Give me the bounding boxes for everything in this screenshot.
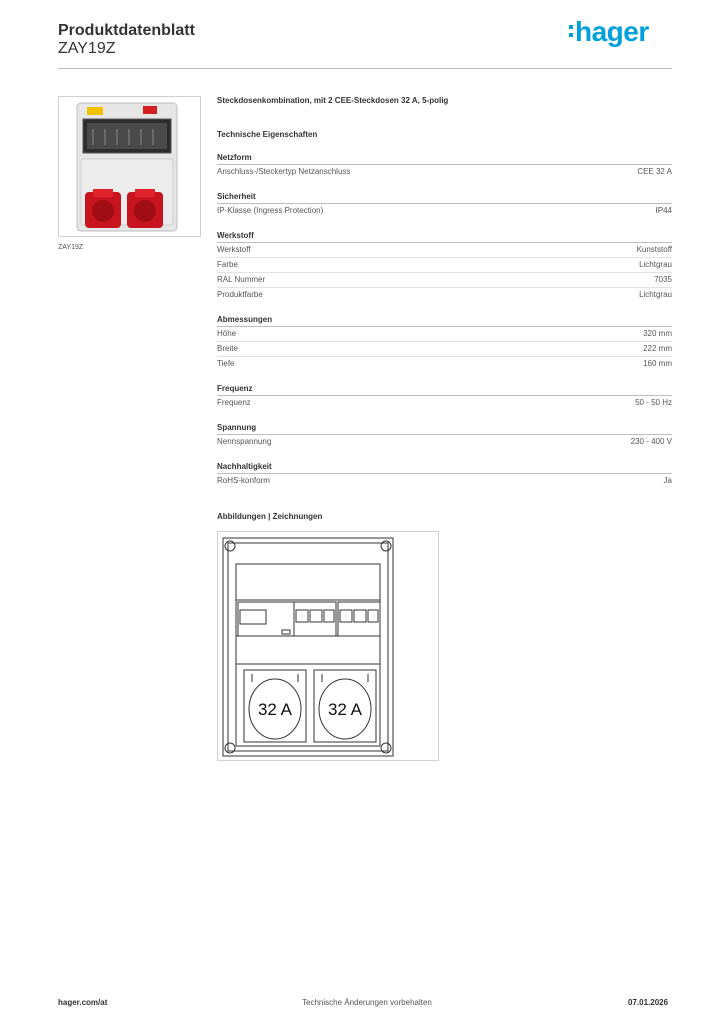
spec-row: [217, 435, 672, 449]
spec-label: Tiefe: [217, 359, 235, 368]
spec-value: 7035: [654, 275, 672, 284]
spec-value: CEE 32 A: [637, 167, 672, 176]
spec-section: [217, 315, 672, 371]
photo-caption: ZAY19Z: [58, 244, 84, 251]
spec-row: [217, 288, 672, 302]
spec-label: Werkstoff: [217, 245, 251, 254]
spec-row: [217, 396, 672, 410]
product-description: Steckdosenkombination, mit 2 CEE-Steckdosen 32 A, 5-polig: [217, 96, 449, 105]
spec-row: [217, 243, 672, 258]
spec-value: Kunststoff: [636, 245, 672, 254]
spec-value: Lichtgrau: [639, 290, 672, 299]
spec-section-title: Sicherheit: [217, 192, 672, 204]
spec-section: [217, 153, 672, 179]
spec-label: Höhe: [217, 329, 237, 338]
spec-label: Frequenz: [217, 398, 251, 407]
spec-row: [217, 327, 672, 342]
drawings-heading: Abbildungen | Zeichnungen: [217, 512, 323, 521]
spec-value: 222 mm: [643, 344, 672, 353]
spec-label: Anschluss-/Steckertyp Netzanschluss: [217, 167, 351, 176]
page-title: Produktdatenblatt: [58, 22, 195, 39]
spec-label: RAL Nummer: [217, 275, 266, 284]
tech-properties-heading: Technische Eigenschaften: [217, 130, 318, 139]
spec-value: 320 mm: [643, 329, 672, 338]
spec-label: IP-Klasse (Ingress Protection): [217, 206, 324, 215]
footer-notice: Technische Änderungen vorbehalten: [302, 998, 432, 1007]
spec-section: [217, 231, 672, 302]
spec-value: IP44: [655, 206, 672, 215]
spec-value: 160 mm: [643, 359, 672, 368]
spec-section-title: Frequenz: [217, 384, 672, 396]
spec-section: [217, 192, 672, 218]
spec-label: Produktfarbe: [217, 290, 263, 299]
spec-row: [217, 357, 672, 371]
logo-text: hager: [575, 16, 649, 47]
product-photo: [58, 96, 201, 237]
specs-column: [217, 96, 672, 488]
spec-label: RoHS-konform: [217, 476, 270, 485]
spec-value: Lichtgrau: [639, 260, 672, 269]
spec-value: 50 - 50 Hz: [635, 398, 672, 407]
hager-logo: [569, 16, 649, 48]
spec-sections: [217, 153, 672, 488]
spec-row: [217, 258, 672, 273]
spec-section-title: Netzform: [217, 153, 672, 165]
spec-row: [217, 474, 672, 488]
spec-section-title: Spannung: [217, 423, 672, 435]
spec-label: Farbe: [217, 260, 238, 269]
spec-section: [217, 423, 672, 449]
technical-drawing: [217, 531, 439, 761]
spec-section: [217, 384, 672, 410]
header-divider: [58, 68, 672, 69]
spec-row: [217, 342, 672, 357]
spec-section-title: Werkstoff: [217, 231, 672, 243]
spec-section-title: Nachhaltigkeit: [217, 462, 672, 474]
spec-section-title: Abmessungen: [217, 315, 672, 327]
spec-label: Breite: [217, 344, 238, 353]
socket-right-rating: 32 A: [327, 700, 363, 719]
spec-section: [217, 462, 672, 488]
spec-row: [217, 273, 672, 288]
socket-left-rating: 32 A: [257, 700, 293, 719]
footer-website: hager.com/at: [58, 998, 108, 1007]
product-code: ZAY19Z: [58, 40, 116, 57]
spec-label: Nennspannung: [217, 437, 272, 446]
footer-date: 07.01.2026: [628, 998, 669, 1007]
spec-row: [217, 204, 672, 218]
spec-value: Ja: [663, 476, 672, 485]
spec-value: 230 - 400 V: [630, 437, 672, 446]
spec-row: [217, 165, 672, 179]
